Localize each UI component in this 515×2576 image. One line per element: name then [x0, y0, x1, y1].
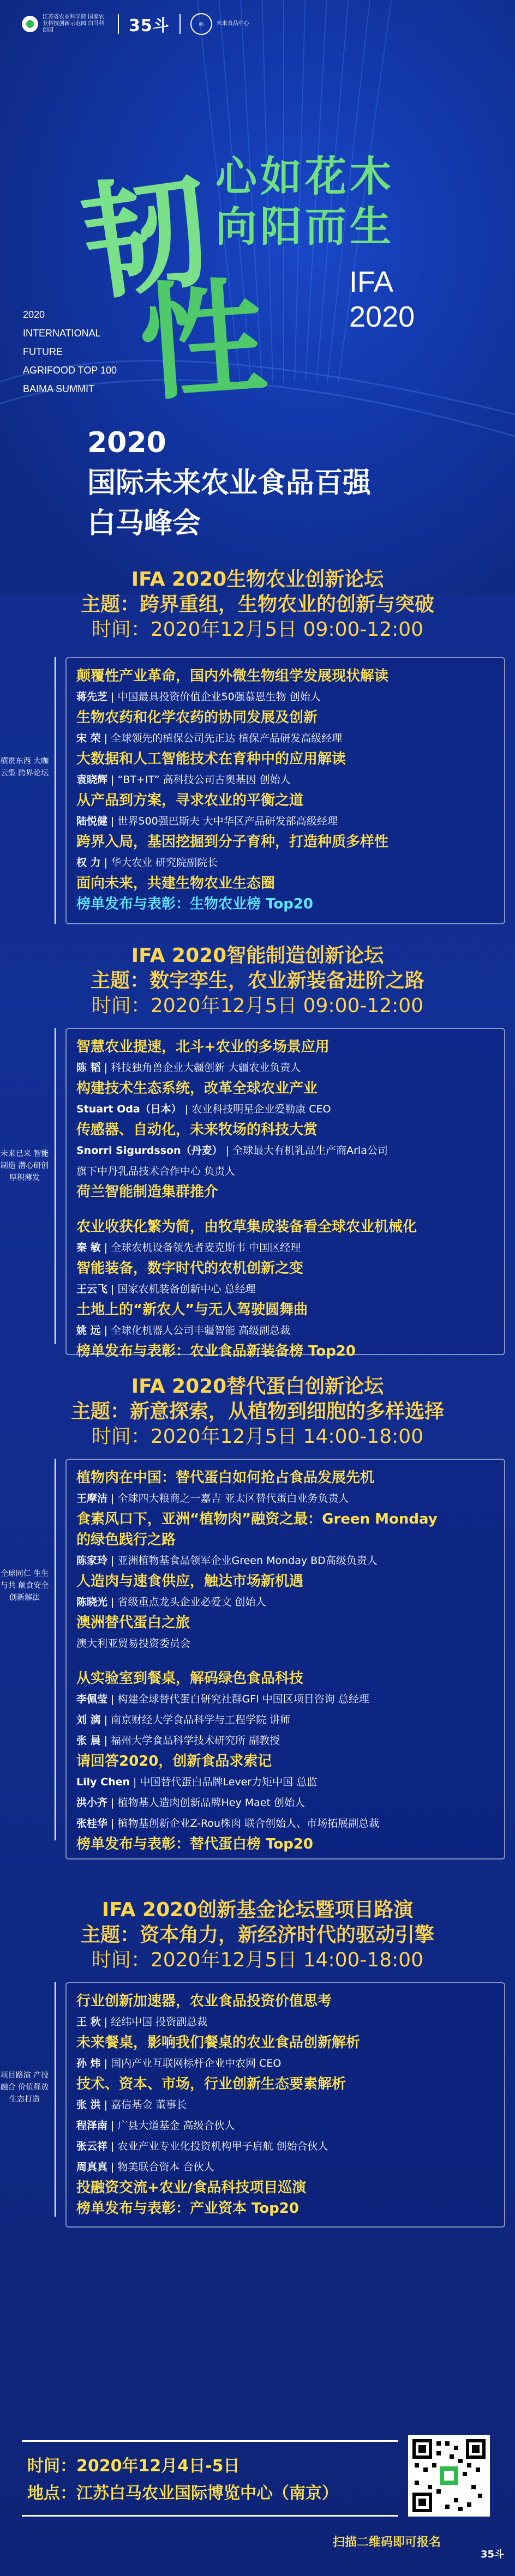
speaker-line: [76, 2094, 494, 2115]
agenda-list: [76, 1991, 494, 2219]
english-title: [23, 305, 117, 398]
agenda-topic: 荷兰智能制造集群推介: [76, 1184, 219, 1200]
separator: |: [107, 1555, 118, 1567]
agenda-spacer: [76, 1654, 494, 1668]
logo-divider: [118, 14, 119, 34]
section-title: IFA 2020替代蛋白创新论坛: [131, 1375, 384, 1398]
speaker-title: 澳大利亚贸易投资委员会: [76, 1638, 191, 1650]
separator: |: [107, 815, 118, 827]
speaker-name: 陈家玲: [76, 1555, 108, 1567]
agenda-spacer: [76, 1202, 494, 1217]
section-side-label: 全球同仁 生生与共 颠食安全 创新解法: [0, 1569, 49, 1602]
speaker-line: [76, 1057, 494, 1078]
speaker-name: 姚 远: [76, 1325, 101, 1337]
future-food-logo-text: 未来食品中心: [216, 21, 249, 27]
speaker-line: [76, 1320, 494, 1341]
academy-logo: [22, 14, 108, 34]
section-header: [0, 1374, 515, 1449]
english-title-line: 2020: [23, 309, 45, 320]
speaker-line: [76, 2053, 494, 2074]
speaker-line: [76, 2012, 494, 2032]
separator: |: [107, 1817, 118, 1829]
speaker-title: 旗下中丹乳品技术合作中心 负责人: [76, 1165, 236, 1177]
event-info-box: [22, 2440, 398, 2517]
speaker-line: [76, 728, 494, 749]
speaker-title: “BT+IT” 高科技公司古奥基因 创始人: [117, 774, 291, 786]
speaker-title: 全球四大粮商之一嘉吉 亚太区替代蛋白业务负责人: [117, 1492, 349, 1504]
agenda-topic: 榜单发布与表彰：替代蛋白榜 Top20: [76, 1836, 313, 1852]
speaker-name: 袁晓辉: [76, 774, 108, 786]
speaker-title: 省级重点龙头企业必爱文 创始人: [117, 1596, 266, 1608]
speaker-name: 王云飞: [76, 1283, 108, 1295]
speaker-title: 中国最具投资价值企业50强慕恩生物 创始人: [117, 691, 321, 703]
agenda-topic: 植物肉在中国：替代蛋白如何抢占食品发展先机: [76, 1470, 375, 1486]
speaker-line: [76, 1730, 494, 1751]
speaker-title: 嘉信基金 董事长: [111, 2099, 187, 2111]
speaker-line: [76, 852, 494, 873]
separator: |: [100, 1325, 111, 1337]
speaker-line: [76, 1279, 494, 1299]
agenda-list: [76, 1467, 494, 1855]
speaker-title: 农业产业专业化投资机构甲子启航 创始合伙人: [117, 2140, 328, 2152]
academy-logo-text: 江苏省农业科学院 国家农业科技创新示范园 白马科创园: [43, 14, 105, 33]
slogan: [215, 152, 394, 252]
speaker-title: 国家农机装备创新中心 总经理: [117, 1283, 256, 1295]
agenda-list: [76, 666, 494, 914]
speaker-title: 福州大学食品科学技术研究所 副教授: [111, 1735, 280, 1747]
speaker-line: [76, 1140, 494, 1161]
speaker-line: [76, 1161, 494, 1182]
footer: [0, 2429, 515, 2576]
english-title-line: BAIMA SUMMIT: [23, 383, 95, 394]
speaker-name: 陈晓光: [76, 1596, 108, 1608]
scan-to-register-text: 扫描二维码即可报名: [333, 2536, 441, 2549]
agenda-topic: 农业收获化繁为简，由牧草集成装备看全球农业机械化: [76, 1219, 417, 1235]
side-divider: [55, 1459, 56, 1840]
speaker-line: [76, 1710, 494, 1730]
speaker-name: 张桂华: [76, 1817, 108, 1829]
speaker-line: [76, 1550, 494, 1571]
big-char-xing: 性: [135, 263, 271, 419]
agenda-box: [65, 1028, 505, 1359]
agenda-topic: 土地上的“新农人”与无人驾驶圆舞曲: [76, 1302, 308, 1318]
speaker-title: 世界500强巴斯夫 大中华区产品研发部高级经理: [117, 815, 338, 827]
speaker-title: 科技独角兽企业大疆创新 大疆农业负责人: [111, 1062, 301, 1074]
speaker-line: [76, 1792, 494, 1813]
speaker-name: 秦 敏: [76, 1242, 101, 1254]
agenda-topic: 从产品到方案，寻求农业的平衡之道: [76, 792, 304, 809]
separator: |: [100, 2099, 111, 2111]
separator: |: [107, 1596, 118, 1608]
agenda-topic: 大数据和人工智能技术在育种中的应用解读: [76, 751, 346, 767]
speaker-name: 周真真: [76, 2161, 108, 2173]
speaker-name: Lily Chen: [76, 1776, 130, 1788]
ranking-release: 榜单发布与表彰：生物农业榜 Top20: [76, 896, 313, 912]
speaker-title: 经纬中国 投资副总裁: [111, 2016, 208, 2028]
section-side-label: 项目路演 产投融合 价值释放 生态打造: [0, 2071, 49, 2104]
big-char-ren: 韧: [74, 155, 219, 319]
speaker-line: [76, 769, 494, 790]
speaker-name: 权 力: [76, 857, 101, 869]
future-food-emblem-icon: ◎: [190, 13, 212, 35]
registration-qr-code[interactable]: [408, 2435, 490, 2517]
section-title: IFA 2020创新基金论坛暨项目路演: [101, 1899, 414, 1921]
speaker-title: 构建全球替代蛋白研究社群GFI 中国区项目咨询 总经理: [117, 1693, 369, 1705]
speaker-name: 孙 炜: [76, 2057, 101, 2069]
35dou-logo: 35斗: [129, 16, 170, 35]
speaker-title: 植物基人造肉创新品牌Hey Maet 创始人: [117, 1797, 305, 1809]
speaker-title: 华大农业 研究院副院长: [111, 857, 218, 869]
main-title-year: 2020: [87, 426, 166, 459]
section-theme: 主题：新意探索，从植物到细胞的多样选择: [70, 1400, 444, 1423]
forum-innovation-fund: [0, 1898, 515, 2217]
separator: |: [107, 691, 118, 703]
agenda-topic: 未来餐桌，影响我们餐桌的农业食品创新解析: [76, 2035, 361, 2051]
forum-bio-agriculture: [0, 567, 515, 912]
separator: |: [222, 1145, 233, 1157]
event-venue: 地点：江苏白马农业国际博览中心（南京）: [27, 2484, 338, 2503]
speaker-name: 张 晨: [76, 1735, 101, 1747]
ifa-year: 2020: [349, 300, 415, 333]
speaker-line: [76, 1689, 494, 1710]
agenda-topic: 的绿色践行之路: [76, 1532, 176, 1548]
agenda-topic: 人造肉与速食供应，触达市场新机遇: [76, 1573, 304, 1590]
section-theme: 主题：资本角力，新经济时代的驱动引擎: [80, 1924, 434, 1946]
agenda-box: [65, 1459, 505, 1859]
qr-pattern: [412, 2439, 486, 2512]
speaker-name: 陈 韬: [76, 1062, 101, 1074]
speaker-line: [76, 2115, 494, 2136]
section-theme: 主题：数字孪生，农业新装备进阶之路: [90, 970, 424, 992]
english-title-line: FUTURE: [23, 346, 63, 357]
agenda-box: [65, 657, 505, 924]
corner-35dou-logo: 35斗: [480, 2549, 504, 2560]
agenda-topic: 行业创新加速器，农业食品投资价值思考: [76, 1993, 332, 2009]
speaker-name: Snorri Sigurdsson（丹麦）: [76, 1145, 223, 1157]
speaker-title: 农业科技明星企业爱勒康 CEO: [191, 1103, 331, 1115]
speaker-name: 宋 荣: [76, 732, 101, 744]
separator: |: [107, 1693, 118, 1705]
speaker-title: 全球化机器人公司丰疆智能 高级副总裁: [111, 1325, 291, 1337]
speaker-line: [76, 1633, 494, 1654]
academy-emblem-icon: [22, 16, 38, 32]
speaker-line: [76, 1099, 494, 1120]
speaker-name: 蒋先芝: [76, 691, 108, 703]
agenda-topic: 从实验室到餐桌，解码绿色食品科技: [76, 1670, 304, 1687]
speaker-name: 程泽南: [76, 2120, 108, 2132]
separator: |: [107, 1797, 118, 1809]
separator: |: [100, 1062, 111, 1074]
side-divider: [55, 657, 56, 924]
speaker-title: 国内产业互联网标杆企业中农网 CEO: [111, 2057, 282, 2069]
separator: |: [100, 732, 111, 744]
speaker-name: 洪小齐: [76, 1797, 108, 1809]
english-title-line: AGRIFOOD TOP 100: [23, 365, 117, 376]
section-header: [0, 943, 515, 1019]
agenda-topic: 传感器、自动化，未来牧场的科技大赏: [76, 1122, 318, 1138]
speaker-name: Stuart Oda（日本）: [76, 1103, 182, 1115]
ifa-label: IFA: [349, 266, 394, 298]
section-time: 时间：2020年12月5日 14:00-18:00: [91, 1949, 424, 1971]
section-theme: 主题：跨界重组，生物农业的创新与突破: [80, 593, 434, 616]
separator: |: [100, 2057, 111, 2069]
agenda-topic: 投融资交流+农业/食品科技项目巡演: [76, 2180, 307, 2196]
section-title: IFA 2020智能制造创新论坛: [131, 944, 384, 967]
logo-divider: [179, 14, 181, 34]
agenda-topic: 澳洲替代蛋白之旅: [76, 1615, 190, 1631]
speaker-title: 南京财经大学食品科学与工程学院 讲师: [111, 1714, 291, 1726]
section-header: [0, 1898, 515, 1973]
speaker-name: 张云祥: [76, 2140, 108, 2152]
separator: |: [181, 1103, 192, 1115]
speaker-title: 植物基创新企业Z-Rou株肉 联合创始人、市场拓展副总裁: [117, 1817, 380, 1829]
separator: |: [107, 1492, 118, 1504]
speaker-line: [76, 1813, 494, 1834]
section-time: 时间：2020年12月5日 09:00-12:00: [91, 995, 424, 1017]
speaker-title: 亚洲植物基食品领军企业Green Monday BD高级负责人: [117, 1555, 378, 1567]
speaker-name: 李佩莹: [76, 1693, 108, 1705]
separator: |: [130, 1776, 140, 1788]
section-side-label: 未来已来 智能制造 潜心研创 厚积薄发: [0, 1149, 49, 1182]
agenda-topic: 技术、资本、市场，行业创新生态要素解析: [76, 2076, 346, 2092]
separator: |: [107, 2120, 118, 2132]
separator: |: [100, 1714, 111, 1726]
speaker-line: [76, 687, 494, 707]
sponsor-logos: [22, 12, 260, 36]
forum-alternative-protein: [0, 1374, 515, 1852]
speaker-line: [76, 1592, 494, 1612]
speaker-name: 王摩洁: [76, 1492, 108, 1504]
agenda-topic: 跨界入局，基因挖掘到分子育种，打造种质多样性: [76, 834, 389, 850]
agenda-topic: 榜单发布与表彰：农业食品新装备榜 Top20: [76, 1343, 356, 1359]
separator: |: [107, 2161, 118, 2173]
section-header: [0, 567, 515, 642]
speaker-title: 全球最大有机乳品生产商Arla公司: [232, 1145, 388, 1157]
separator: |: [107, 774, 118, 786]
speaker-name: 刘 漓: [76, 1714, 101, 1726]
speaker-name: 陆悦健: [76, 815, 108, 827]
english-title-line: INTERNATIONAL: [23, 328, 101, 339]
event-date: 时间：2020年12月4日-5日: [27, 2457, 240, 2476]
speaker-title: 物美联合资本 合伙人: [117, 2161, 214, 2173]
speaker-title: 全球领先的植保公司先正达 植保产品研发高级经理: [111, 732, 343, 744]
separator: |: [100, 857, 111, 869]
speaker-line: [76, 2136, 494, 2157]
main-title-line-2: 国际未来农业食品百强: [87, 467, 372, 499]
agenda-topic: 生物农药和化学农药的协同发展及创新: [76, 709, 318, 726]
agenda-topic: 智能装备，数字时代的农机创新之变: [76, 1260, 304, 1277]
speaker-title: 全球农机设备领先者麦克斯韦 中国区经理: [111, 1242, 301, 1254]
agenda-topic: 颠覆性产业革命，国内外微生物组学发展现状解读: [76, 668, 389, 684]
speaker-name: 王 秋: [76, 2016, 101, 2028]
speaker-line: [76, 1237, 494, 1258]
agenda-topic: 智慧农业提速，北斗+农业的多场景应用: [76, 1039, 330, 1055]
main-title: [87, 423, 371, 544]
section-time: 时间：2020年12月5日 14:00-18:00: [91, 1425, 424, 1448]
speaker-line: [76, 811, 494, 832]
ifa-2020-mark: [349, 264, 415, 334]
forum-smart-manufacturing: [0, 943, 515, 1359]
section-title: IFA 2020生物农业创新论坛: [131, 568, 384, 591]
hero-banner: [0, 0, 515, 594]
agenda-topic: 面向未来，共建生物农业生态圈: [76, 875, 276, 892]
separator: |: [100, 1242, 111, 1254]
speaker-line: [76, 2157, 494, 2177]
separator: |: [107, 1283, 118, 1295]
speaker-line: [76, 1488, 494, 1509]
agenda-box: [65, 1982, 505, 2228]
separator: |: [100, 2016, 111, 2028]
section-side-label: 横贯东西 大咖云集 跨界论坛: [0, 757, 49, 778]
speaker-title: 广县大道基金 高级合伙人: [117, 2120, 235, 2132]
agenda-topic: 请回答2020，创新食品求索记: [76, 1753, 272, 1770]
section-time: 时间：2020年12月5日 09:00-12:00: [91, 618, 424, 641]
future-food-logo: [190, 13, 260, 35]
agenda-list: [76, 1037, 494, 1362]
agenda-topic: 食素风口下，亚洲“植物肉”融资之最：Green Monday: [76, 1511, 438, 1527]
main-title-line-3: 白马峰会: [87, 507, 201, 540]
separator: |: [107, 2140, 118, 2152]
slogan-line-2: 向阳而生: [215, 202, 394, 251]
agenda-topic: 构建技术生态系统，改革全球农业产业: [76, 1080, 318, 1097]
separator: |: [100, 1735, 111, 1747]
speaker-name: 张 洪: [76, 2099, 101, 2111]
slogan-line-1: 心如花木: [215, 152, 394, 201]
side-divider: [55, 1028, 56, 1344]
speaker-line: [76, 1772, 494, 1792]
side-divider: [55, 1982, 56, 2217]
speaker-title: 中国替代蛋白品牌Lever力矩中国 总监: [140, 1776, 318, 1788]
agenda-topic: 榜单发布与表彰：产业资本 Top20: [76, 2200, 299, 2217]
